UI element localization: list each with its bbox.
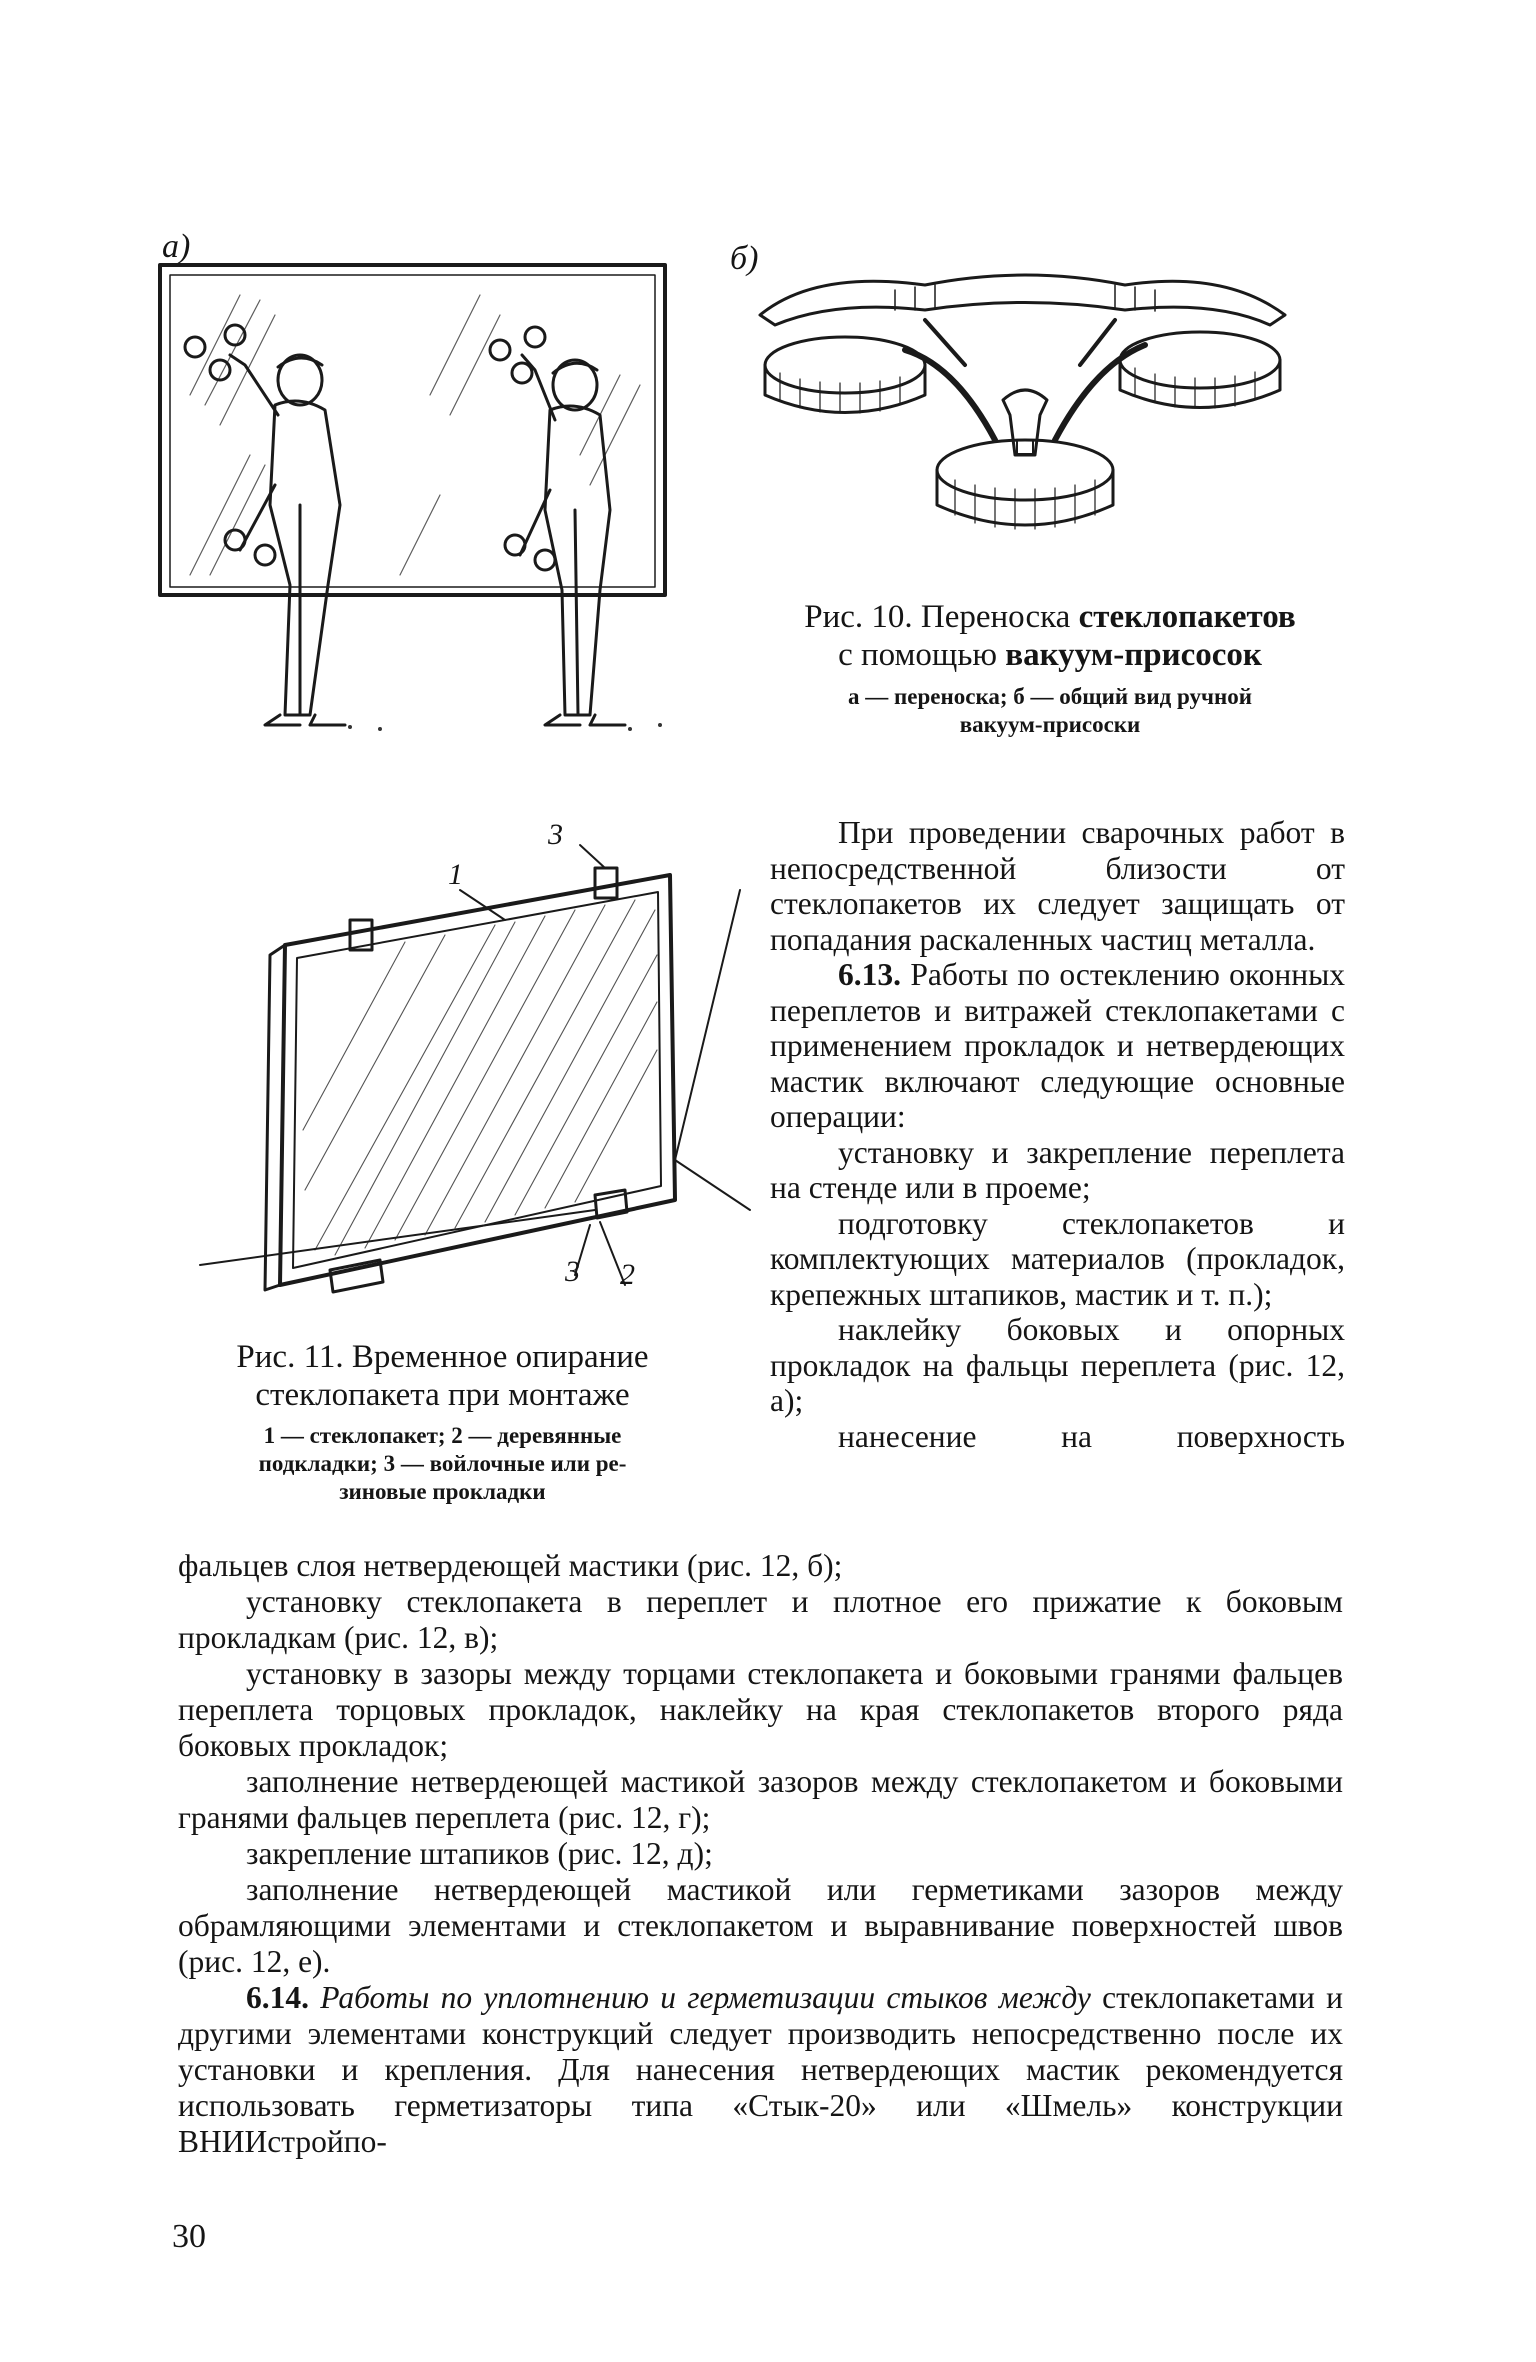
- list-item-7: заполнение нетвердеющей мастикой зазоров между стеклопакетом и боковыми гранями фальцев переплета (рис. 12, г);: [178, 1764, 1343, 1835]
- figure10-caption: Рис. 10. Переноска стеклопакетов с помощью вакуум-присосок: [804, 599, 1296, 673]
- right-column-text: [770, 815, 1345, 1454]
- figure11-caption: Рис. 11. Временное опирание стеклопакета при монтаже: [236, 1339, 649, 1413]
- figure10-panel-b-label: б): [730, 240, 759, 277]
- list-item-2: подготовку стеклопакетов и комплектующих материалов (прокладок, крепежных штапиков, мастик и т. п.);: [770, 1205, 1345, 1312]
- figure10-panel-a-label: а): [162, 228, 191, 265]
- figure11-legend: 1 — стеклопакет; 2 — деревянные подкладки; 3 — войлочные или ре- зиновые прокладки: [258, 1423, 627, 1504]
- figure11-callout-2: 2: [620, 1258, 635, 1291]
- figure11-callout-3b: 3: [565, 1255, 580, 1288]
- figure11-callout-1: 1: [448, 858, 463, 891]
- figure11-callout-3a: 3: [548, 818, 563, 851]
- paragraph-6-13: 6.13. Работы по остеклению оконных переплетов и витражей стеклопакетами с применением прокладок и нетвердеющих мастик включают следующие основные операции:: [770, 957, 1345, 1134]
- full-width-text: [178, 1548, 1343, 2160]
- list-item-4-start: нанесение на поверхность: [838, 1418, 1345, 1454]
- list-item-5: установку стеклопакета в переплет и плотное его прижатие к боковым прокладкам (рис. 12, в);: [178, 1584, 1343, 1655]
- paragraph-welding: При проведении сварочных работ в непосредственной близости от стеклопакетов их следует защищать от попадания раскаленных частиц металла.: [770, 815, 1345, 957]
- list-item-9: заполнение нетвердеющей мастикой или герметиками зазоров между обрамляющими элементами и стеклопакетом и выравнивание поверхностей швов (рис. 12, е).: [178, 1872, 1343, 1979]
- list-item-8: закрепление штапиков (рис. 12, д);: [246, 1836, 713, 1871]
- list-item-1: установку и закрепление переплета на стенде или в проеме;: [770, 1134, 1345, 1205]
- page-number: 30: [172, 2218, 206, 2255]
- figure11-illustration: [195, 830, 755, 1300]
- figure10a-illustration: [150, 255, 710, 735]
- list-item-4-cont: фальцев слоя нетвердеющей мастики (рис. 12, б);: [178, 1548, 843, 1583]
- figure10-legend: а — переноска; б — общий вид ручной вакуум-присоски: [848, 684, 1252, 737]
- list-item-3: наклейку боковых и опорных прокладок на фальцы переплета (рис. 12, а);: [770, 1312, 1345, 1418]
- paragraph-6-14: 6.14. Работы по уплотнению и герметизации стыков между стеклопакетами и другими элементами конструкций следует производить непосредственно после их установки и крепления. Для нанесения нетвердеющих мастик рекомендуется использовать герметизаторы типа «Стык-20» или «Шмель» конструкции ВНИИстройпо-: [178, 1980, 1344, 2159]
- figure10b-illustration: [755, 255, 1295, 575]
- list-item-6: установку в зазоры между торцами стеклопакета и боковыми гранями фальцев переплета торцовых прокладок, наклейку на края стеклопакетов второго ряда боковых прокладок;: [178, 1656, 1343, 1763]
